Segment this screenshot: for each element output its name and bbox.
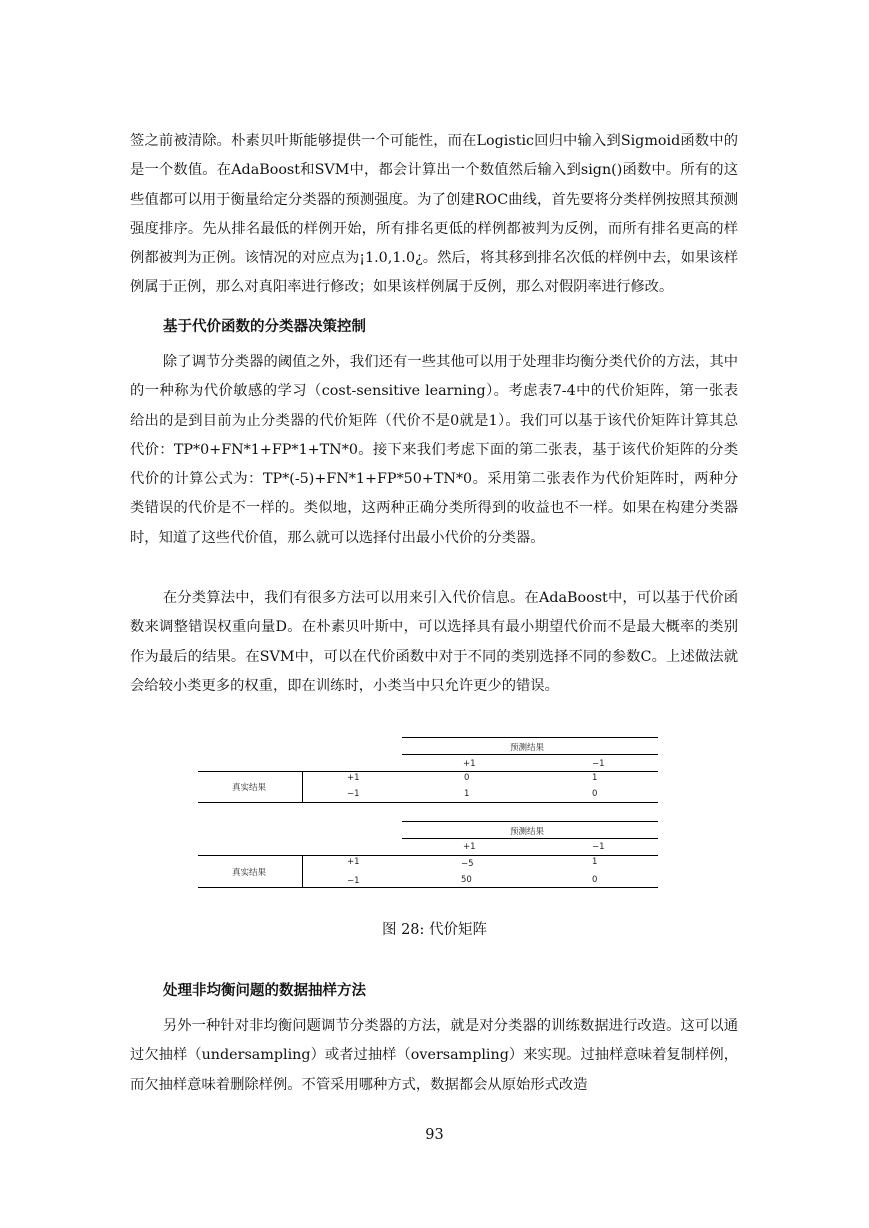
table1-cell: 1 [592, 773, 598, 783]
table1-row-label-neg: −1 [347, 789, 360, 799]
table2-true-header: 真实结果 [232, 868, 267, 878]
paragraph-sampling: 另外一种针对非均衡问题调节分类器的方法，就是对分类器的训练数据进行改造。这可以通过欠抽样（undersampling）或者过抽样（oversampling）来实现。过抽样意味着复制样例，而欠抽样意味着删除样例。不管采用哪种方式，数据都会从原始形式改造 [130, 1018, 738, 1093]
figure-caption: 图 28: 代价矩阵 [381, 922, 488, 938]
table1-row-label-pos: +1 [347, 773, 360, 783]
table1-cell: 0 [592, 789, 598, 799]
paragraph-cost-in-algorithms: 在分类算法中，我们有很多方法可以用来引入代价信息。在AdaBoost中，可以基于代价函数来调整错误权重向量D。在朴素贝叶斯中，可以选择具有最小期望代价而不是最大概率的类别作为最后的结果。在SVM中，可以在代价函数中对于不同的类别选择不同的参数C。上述做法就会给较小类更多的权重，即在训练时，小类当中只允许更少的错误。 [130, 590, 738, 694]
paragraph-cost-sensitive: 除了调节分类器的阈值之外，我们还有一些其他可以用于处理非均衡分类代价的方法，其中的一种称为代价敏感的学习（cost-sensitive learning）。考虑表7-4中的代价矩阵，第一张表给出的是到目前为止分类器的代价矩阵（代价不是0就是1）。我们可以基于该代价矩阵计算其总代价：TP*0+FN*1+FP*1+TN*0。接下来我们考虑下面的第二张表，基于该代价矩阵的分类代价的计算公式为：TP*(-5)+FN*1+FP*50+TN*0。采用第二张表作为代价矩阵时，两种分类错误的代价是不一样的。类似地，这两种正确分类所得到的收益也不一样。如果在构建分类器时，知道了这些代价值，那么就可以选择付出最小代价的分类器。 [130, 354, 738, 546]
table2-row-label-neg: −1 [347, 876, 360, 886]
table1-cell: 0 [464, 773, 470, 783]
paragraph-roc: 签之前被清除。朴素贝叶斯能够提供一个可能性，而在Logistic回归中输入到Sigmoid函数中的是一个数值。在AdaBoost和SVM中，都会计算出一个数值然后输入到sign()函数中。所有的这些值都可以用于衡量给定分类器的预测强度。为了创建ROC曲线，首先要将分类样例按照其预测强度排序。先从排名最低的样例开始，所有排名更低的样例都被判为反例，而所有排名更高的样例都被判为正例。该情况的对应点为¡1.0,1.0¿。然后，将其移到排名次低的样例中去，如果该样例属于正例，那么对真阳率进行修改；如果该样例属于反例，那么对假阴率进行修改。 [130, 133, 738, 296]
section-heading-cost-function: 基于代价函数的分类器决策控制 [163, 319, 366, 335]
table2-cell: 1 [592, 857, 598, 867]
table2-col-label-pos: +1 [463, 842, 476, 852]
table2-row-label-pos: +1 [347, 857, 360, 867]
table1-col-label-pos: +1 [463, 759, 476, 769]
table1-pred-header: 预测结果 [510, 743, 545, 753]
table2-pred-header: 预测结果 [510, 827, 545, 837]
table2-cell: 0 [592, 875, 598, 885]
table2-cell: 50 [461, 875, 472, 885]
section-heading-sampling: 处理非均衡问题的数据抽样方法 [163, 983, 366, 999]
table2-col-label-neg: −1 [592, 842, 605, 852]
table1-col-label-neg: −1 [592, 759, 605, 769]
table1-true-header: 真实结果 [232, 783, 267, 793]
table1-cell: 1 [464, 789, 470, 799]
table2-cell: −5 [461, 859, 474, 869]
page-number: 93 [425, 1127, 444, 1143]
